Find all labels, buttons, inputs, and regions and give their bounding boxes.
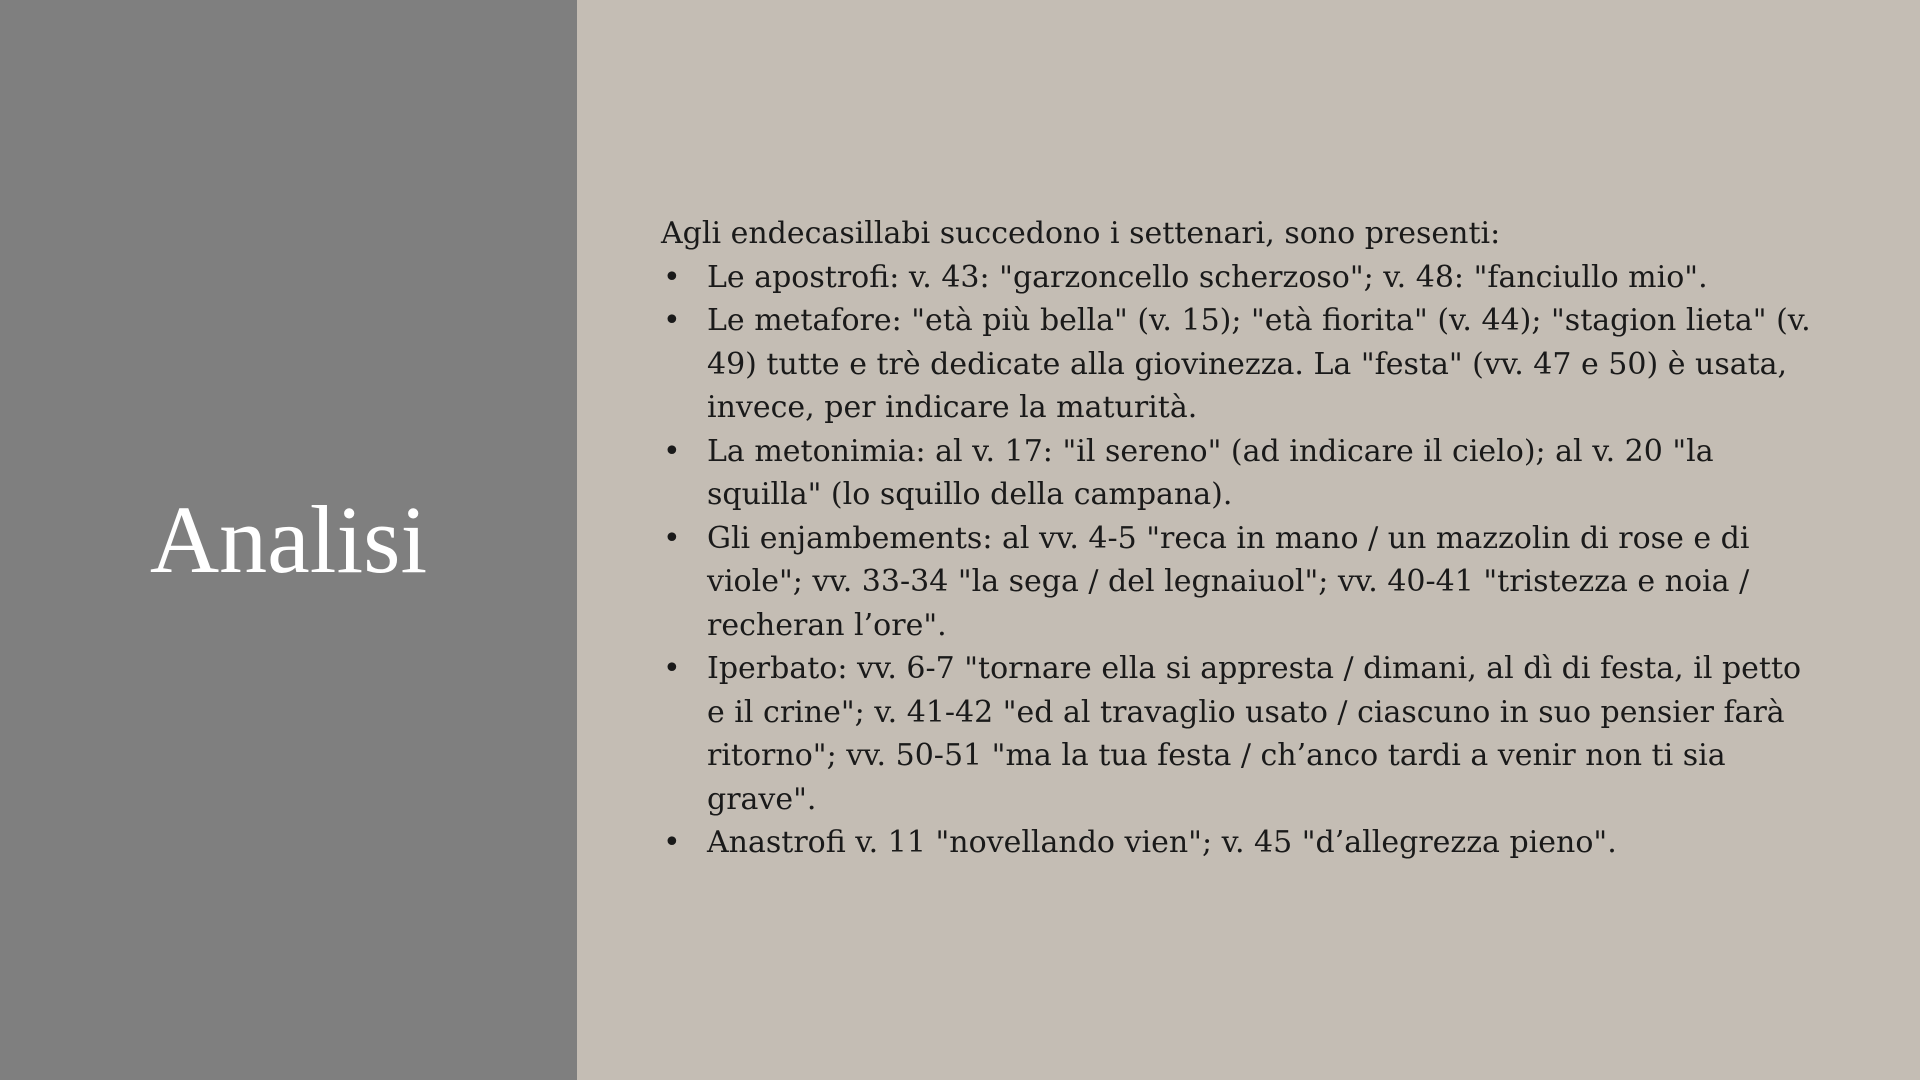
list-item	[661, 256, 1826, 300]
bullet-icon: •	[663, 433, 681, 469]
bullet-icon: •	[663, 259, 681, 295]
list-item-text: Le metafore: "età più bella" (v. 15); "età fiorita" (v. 44); "stagion lieta" (v. 49) tutte e trè dedicate alla giovinezza. La "festa" (vv. 47 e 50) è usata, invece, per indicare la maturità.	[707, 303, 1811, 425]
list-item	[661, 430, 1826, 517]
bullet-icon: •	[663, 825, 681, 860]
list-item-text: Le apostrofi: v. 43: "garzoncello scherzoso"; v. 48: "fanciullo mio".	[707, 259, 1708, 295]
intro-text: Agli endecasillabi succedono i settenari, sono presenti:	[661, 216, 1501, 251]
list-item	[661, 299, 1826, 430]
list-item-text: Anastrofi v. 11 "novellando vien"; v. 45 "d’allegrezza pieno".	[707, 825, 1617, 860]
bullet-icon: •	[663, 303, 681, 338]
slide-title: Analisi	[149, 486, 428, 593]
bullet-list	[661, 256, 1826, 865]
bullet-icon: •	[663, 520, 681, 556]
list-item	[661, 821, 1826, 865]
title-panel	[0, 0, 577, 1080]
bullet-icon: •	[663, 651, 681, 686]
list-item	[661, 517, 1826, 648]
list-item-text: Iperbato: vv. 6-7 "tornare ella si appresta / dimani, al dì di festa, il petto e il crine"; v. 41-42 "ed al travaglio usato / ciascuno in suo pensier farà ritorno"; vv. 50-51 "ma la tua festa / ch’anco tardi a venir non ti sia grave".	[707, 651, 1802, 817]
list-item-text: La metonimia: al v. 17: "il sereno" (ad indicare il cielo); al v. 20 "la squilla" (lo squillo della campana).	[707, 433, 1714, 512]
list-item-text: Gli enjambements: al vv. 4-5 "reca in mano / un mazzolin di rose e di viole"; vv. 33-34 "la sega / del legnaiuol"; vv. 40-41 "tristezza e noia / recheran l’ore".	[707, 520, 1750, 643]
list-item	[661, 647, 1826, 821]
slide-body	[661, 212, 1826, 865]
